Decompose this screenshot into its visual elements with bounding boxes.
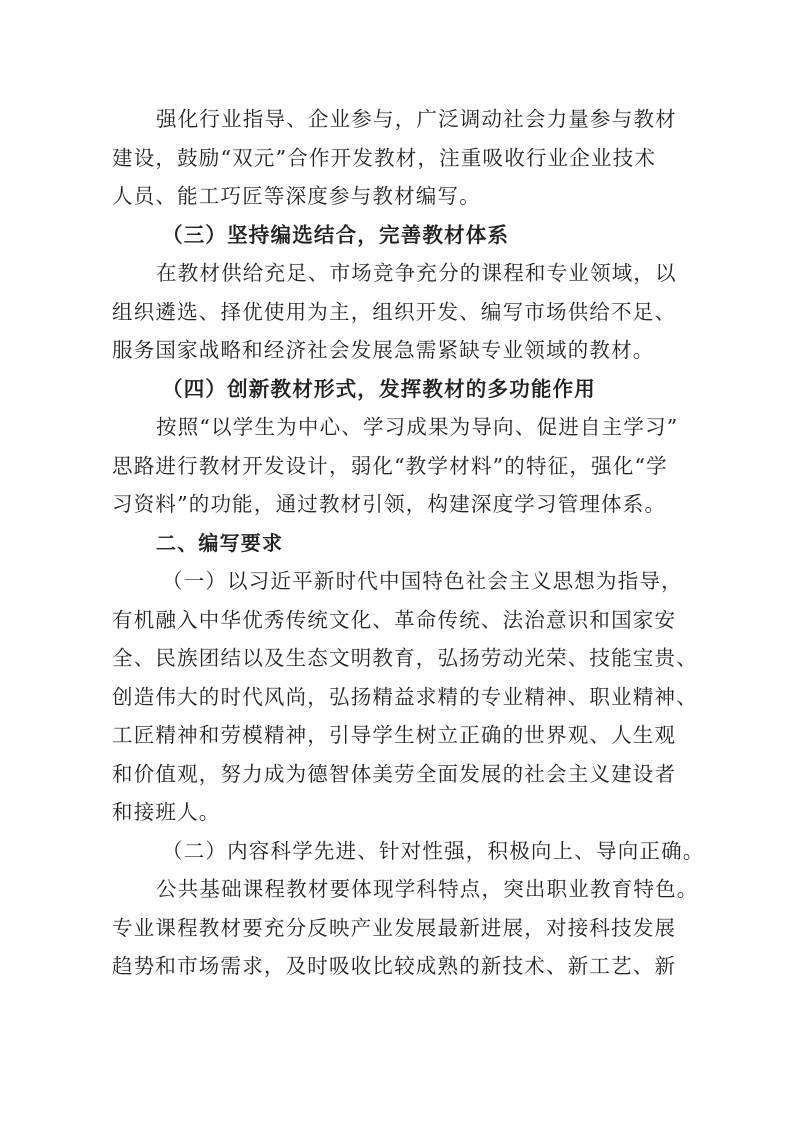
paragraph-line: 有机融入中华优秀传统文化、革命传统、法治意识和国家安 bbox=[112, 607, 677, 632]
paragraph-line: 建设，鼓励“双元”合作开发教材，注重吸收行业企业技术 bbox=[112, 145, 657, 170]
paragraph-line: 按照“以学生为中心、学习成果为导向、促进自主学习” bbox=[156, 415, 679, 439]
paragraph-line: 强化行业指导、企业参与，广泛调动社会力量参与教材 bbox=[156, 107, 677, 131]
section-heading-3: （三）坚持编选结合，完善教材体系 bbox=[162, 222, 510, 247]
paragraph-line: 在教材供给充足、市场竞争充分的课程和专业领域，以 bbox=[156, 261, 677, 285]
paragraph-line: 工匠精神和劳模精神，引导学生树立正确的世界观、人生观 bbox=[112, 723, 677, 747]
chapter-heading: 二、编写要求 bbox=[156, 530, 284, 555]
paragraph-line: （二）内容科学先进、针对性强，积极向上、导向正确。 bbox=[162, 838, 705, 863]
paragraph-line: 组织遴选、择优使用为主，组织开发、编写市场供给不足、 bbox=[112, 299, 677, 324]
paragraph-line: 趋势和市场需求，及时吸收比较成熟的新技术、新工艺、新 bbox=[112, 954, 677, 978]
paragraph-line: （一）以习近平新时代中国特色社会主义思想为指导， bbox=[162, 569, 683, 593]
paragraph-line: 和价值观，努力成为德智体美劳全面发展的社会主义建设者 bbox=[112, 761, 677, 786]
paragraph-line: 专业课程教材要充分反映产业发展最新进展，对接科技发展 bbox=[112, 915, 677, 940]
document-body bbox=[112, 100, 705, 986]
paragraph-line: 和接班人。 bbox=[112, 800, 221, 824]
paragraph-line: 服务国家战略和经济社会发展急需紧缺专业领域的教材。 bbox=[112, 338, 655, 362]
paragraph-line: 创造伟大的时代风尚，弘扬精益求精的专业精神、职业精神、 bbox=[112, 684, 698, 709]
paragraph-line: 人员、能工巧匠等深度参与教材编写。 bbox=[112, 184, 481, 208]
section-heading-4: （四）创新教材形式，发挥教材的多功能作用 bbox=[162, 376, 596, 401]
paragraph-line: 全、民族团结以及生态文明教育，弘扬劳动光荣、技能宝贵、 bbox=[112, 646, 698, 670]
paragraph-line: 思路进行教材开发设计，弱化“教学材料”的特征，强化“学 bbox=[112, 453, 668, 478]
paragraph-line: 习资料”的功能，通过教材引领，构建深度学习管理体系。 bbox=[112, 492, 667, 516]
paragraph-line: 公共基础课程教材要体现学科特点，突出职业教育特色。 bbox=[156, 877, 699, 901]
